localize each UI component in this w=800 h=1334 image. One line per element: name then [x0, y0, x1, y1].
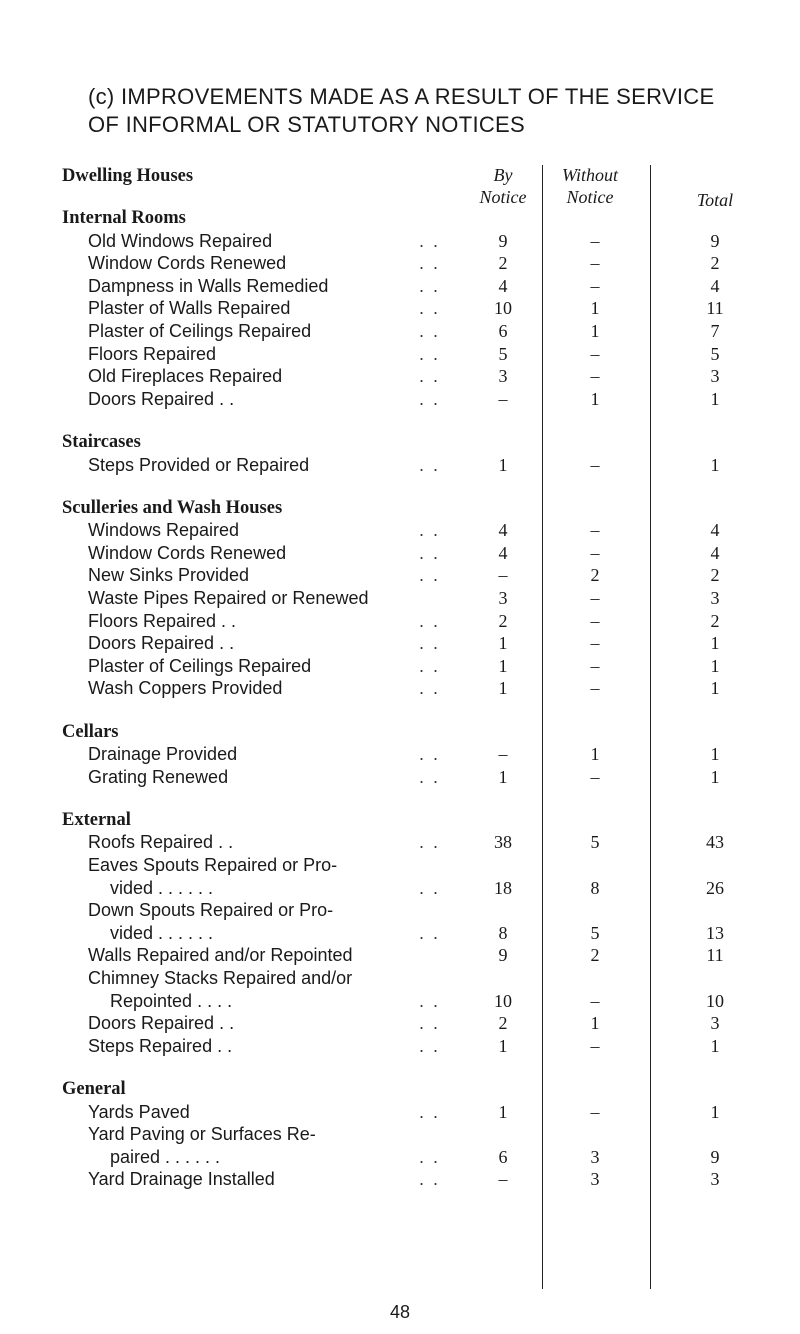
row-label: Steps Provided or Repaired [88, 454, 310, 475]
by-notice-header-line-2: Notice [479, 187, 527, 207]
row-label: Waste Pipes Repaired or Renewed [88, 588, 369, 609]
row-label: Chimney Stacks Repaired and/or [88, 968, 353, 989]
cell-without: 8 [590, 877, 600, 898]
cell-by: 9 [498, 945, 508, 966]
cell-total: 7 [710, 321, 720, 341]
leader-dots: . . [418, 633, 440, 654]
cell-total: 4 [710, 275, 720, 296]
cell-by: 9 [498, 230, 508, 251]
row-label: Dampness in Walls Remedied [88, 275, 329, 296]
cell-without: – [590, 230, 600, 251]
section-heading: Staircases [62, 431, 141, 452]
cell-total: 3 [710, 1013, 720, 1034]
cell-by: 8 [498, 922, 508, 943]
row-label: Steps Repaired . . [88, 1035, 233, 1056]
cell-without: 5 [590, 922, 600, 943]
cell-without: – [590, 1101, 600, 1122]
cell-total: 5 [710, 343, 720, 364]
cell-by: 6 [498, 321, 508, 341]
row-label: Down Spouts Repaired or Pro- [88, 900, 334, 921]
row-label: Doors Repaired . . [88, 1013, 235, 1034]
cell-by: 1 [498, 454, 508, 475]
cell-total: 1 [710, 1035, 720, 1056]
cell-total: 10 [706, 990, 724, 1011]
row-label: Yard Paving or Surfaces Re- [88, 1124, 316, 1145]
leader-dots: . . [418, 275, 440, 296]
leader-dots: . . [418, 922, 440, 943]
row-label: vided . . . . . . [110, 877, 214, 898]
cell-total: 4 [710, 520, 720, 541]
cell-without: – [590, 1035, 600, 1056]
cell-without: – [590, 520, 600, 541]
cell-without: 3 [590, 1169, 600, 1190]
cell-by: – [498, 1169, 508, 1190]
cell-total: 3 [710, 1169, 720, 1190]
row-label: Plaster of Walls Repaired [88, 298, 291, 319]
cell-by: 1 [498, 678, 508, 699]
cell-total: 4 [710, 542, 720, 563]
cell-total: 3 [710, 366, 720, 387]
by-notice-header-line-1: By [493, 165, 513, 185]
leader-dots: . . [418, 990, 440, 1011]
section-heading: General [62, 1079, 126, 1099]
cell-by: – [498, 388, 508, 409]
cell-total: 2 [710, 565, 720, 586]
cell-total: 9 [710, 1146, 720, 1167]
cell-by: 5 [498, 343, 508, 364]
section-heading: Sculleries and Wash Houses [62, 497, 283, 518]
leader-dots: . . [418, 1146, 440, 1167]
row-label: Repointed . . . . [110, 990, 233, 1011]
row-label: Doors Repaired . . [88, 633, 235, 654]
cell-by: 1 [498, 655, 508, 676]
cell-without: 1 [590, 321, 600, 341]
cell-without: 5 [590, 832, 600, 853]
cell-without: – [590, 610, 600, 631]
leader-dots: . . [418, 454, 440, 475]
row-label: Windows Repaired [88, 520, 240, 541]
cell-by: 10 [494, 990, 512, 1011]
cell-without: – [590, 366, 600, 387]
row-label: Eaves Spouts Repaired or Pro- [88, 855, 338, 876]
cell-without: 1 [590, 298, 600, 319]
column-divider-1 [542, 165, 543, 1289]
cell-by: 1 [498, 766, 508, 787]
leader-dots: . . [418, 565, 440, 586]
cell-total: 2 [710, 253, 720, 274]
title-line-1: (c) IMPROVEMENTS MADE AS A RESULT OF THE SERVICE [88, 84, 715, 109]
row-label: Plaster of Ceilings Repaired [88, 321, 312, 341]
cell-by: 18 [494, 877, 512, 898]
cell-without: – [590, 990, 600, 1011]
leader-dots: . . [418, 744, 440, 765]
leader-dots: . . [418, 655, 440, 676]
row-label: Floors Repaired [88, 343, 217, 364]
cell-by: 2 [498, 610, 508, 631]
row-label: Plaster of Ceilings Repaired [88, 655, 312, 676]
leader-dots: . . [418, 542, 440, 563]
cell-total: 9 [710, 230, 720, 251]
leader-dots: . . [418, 877, 440, 898]
cell-by: 4 [498, 275, 508, 296]
leader-dots: . . [418, 1013, 440, 1034]
cell-by: 6 [498, 1146, 508, 1167]
cell-without: – [590, 633, 600, 654]
cell-without: 2 [590, 565, 600, 586]
cell-without: 2 [590, 945, 600, 966]
without-notice-header-line-2: Notice [566, 187, 614, 207]
cell-by: 1 [498, 1101, 508, 1122]
row-label: Roofs Repaired . . [88, 832, 234, 853]
row-label: Floors Repaired . . [88, 610, 237, 631]
page-number: 48 [389, 1302, 411, 1322]
cell-without: 1 [590, 388, 600, 409]
row-label: Old Windows Repaired [88, 230, 273, 251]
cell-by: 2 [498, 253, 508, 274]
row-label: Window Cords Renewed [88, 542, 287, 563]
cell-without: – [590, 275, 600, 296]
cell-total: 2 [710, 610, 720, 631]
section-heading: Internal Rooms [62, 208, 186, 228]
cell-total: 3 [710, 588, 720, 609]
row-label: Yard Drainage Installed [88, 1169, 275, 1190]
row-label: Grating Renewed [88, 766, 229, 787]
row-label: Drainage Provided [88, 744, 238, 765]
row-label: Old Fireplaces Repaired [88, 366, 283, 387]
cell-by: 4 [498, 520, 508, 541]
row-label: Doors Repaired . . [88, 388, 235, 409]
leader-dots: . . [418, 610, 440, 631]
cell-by: 2 [498, 1013, 508, 1034]
cell-by: 10 [494, 298, 512, 319]
cell-by: 3 [498, 366, 508, 387]
leader-dots: . . [418, 230, 440, 251]
cell-total: 1 [710, 655, 720, 676]
cell-total: 43 [706, 832, 724, 853]
row-label: vided . . . . . . [110, 922, 214, 943]
cell-total: 11 [706, 945, 724, 966]
cell-without: 1 [590, 1013, 600, 1034]
leader-dots: . . [418, 366, 440, 387]
cell-without: – [590, 766, 600, 787]
cell-without: 1 [590, 744, 600, 765]
cell-without: – [590, 588, 600, 609]
row-label: paired . . . . . . [110, 1146, 221, 1167]
cell-without: 3 [590, 1146, 600, 1167]
leader-dots: . . [418, 1035, 440, 1056]
cell-without: – [590, 343, 600, 364]
without-notice-header-line-1: Without [561, 165, 618, 185]
row-label: Yards Paved [88, 1101, 190, 1122]
cell-without: – [590, 253, 600, 274]
section-heading: External [62, 809, 131, 830]
leader-dots: . . [418, 678, 440, 699]
cell-total: 11 [706, 298, 724, 319]
cell-by: 38 [494, 832, 512, 853]
cell-total: 1 [710, 744, 720, 765]
column-divider-2 [650, 165, 651, 1289]
leader-dots: . . [418, 832, 440, 853]
cell-total: 1 [710, 1101, 720, 1122]
total-header: Total [696, 190, 734, 210]
cell-total: 13 [706, 922, 724, 943]
leader-dots: . . [418, 253, 440, 274]
row-label: New Sinks Provided [88, 565, 250, 586]
leader-dots: . . [418, 298, 440, 319]
cell-by: 1 [498, 633, 508, 654]
cell-total: 1 [710, 633, 720, 654]
row-label: Walls Repaired and/or Repointed [88, 945, 353, 966]
cell-total: 1 [710, 388, 720, 409]
row-label: Wash Coppers Provided [88, 678, 283, 699]
leader-dots: . . [418, 388, 440, 409]
cell-by: 3 [498, 588, 508, 609]
leader-dots: . . [418, 520, 440, 541]
cell-without: – [590, 678, 600, 699]
row-label: Window Cords Renewed [88, 253, 287, 274]
leader-dots: . . [418, 1169, 440, 1190]
leader-dots: . . [418, 321, 440, 341]
cell-total: 1 [710, 454, 720, 475]
cell-total: 26 [706, 877, 724, 898]
cell-by: 1 [498, 1035, 508, 1056]
cell-by: – [498, 744, 508, 765]
category-header: Dwelling Houses [62, 166, 194, 186]
cell-by: 4 [498, 542, 508, 563]
cell-by: – [498, 565, 508, 586]
cell-without: – [590, 655, 600, 676]
cell-without: – [590, 454, 600, 475]
cell-without: – [590, 542, 600, 563]
leader-dots: . . [418, 343, 440, 364]
section-heading: Cellars [62, 721, 119, 742]
leader-dots: . . [418, 766, 440, 787]
leader-dots: . . [418, 1101, 440, 1122]
cell-total: 1 [710, 766, 720, 787]
cell-total: 1 [710, 678, 720, 699]
title-line-2: OF INFORMAL OR STATUTORY NOTICES [88, 112, 526, 137]
